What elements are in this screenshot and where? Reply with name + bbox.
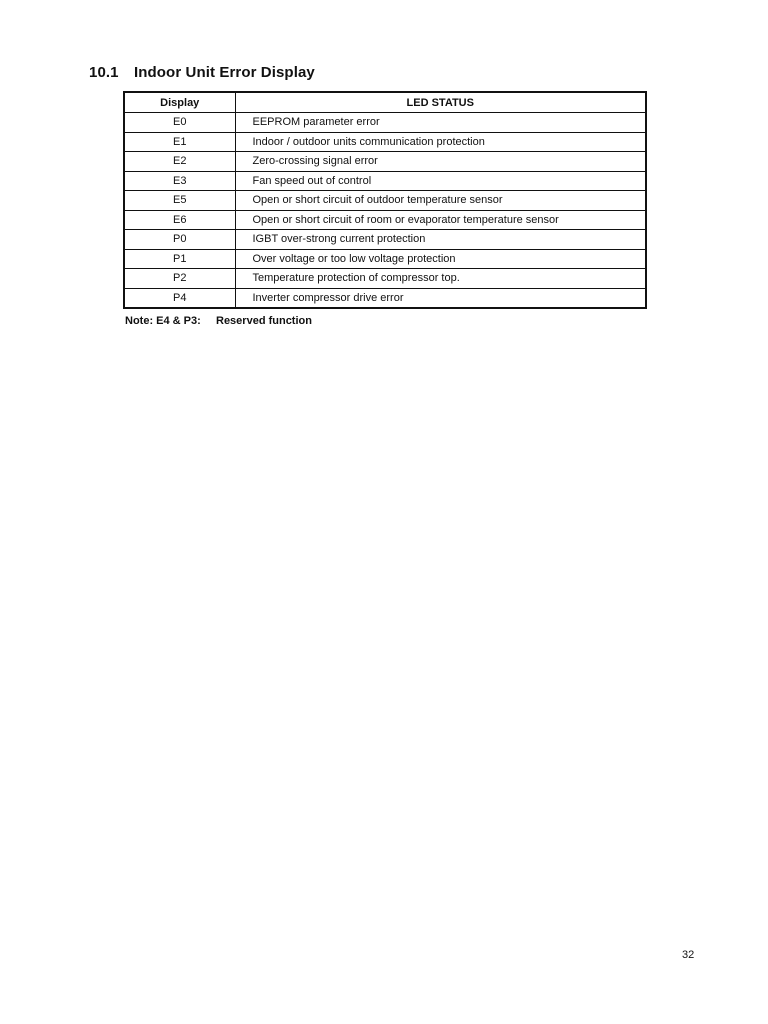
note-label: Note: E4 & P3: xyxy=(125,315,201,327)
header-display: Display xyxy=(124,92,235,113)
note-text: Reserved function xyxy=(216,315,312,327)
table-row xyxy=(124,230,646,250)
page-number: 32 xyxy=(682,949,695,961)
error-code: P0 xyxy=(124,230,235,250)
error-code: E5 xyxy=(124,191,235,211)
error-description: Open or short circuit of room or evaporator temperature sensor xyxy=(235,210,646,230)
error-description: Temperature protection of compressor top. xyxy=(235,269,646,289)
error-code: E2 xyxy=(124,152,235,172)
error-description: Zero-crossing signal error xyxy=(235,152,646,172)
table-row xyxy=(124,210,646,230)
error-code: E1 xyxy=(124,132,235,152)
error-code: E6 xyxy=(124,210,235,230)
table-row xyxy=(124,152,646,172)
error-code: E3 xyxy=(124,171,235,191)
error-code: E0 xyxy=(124,113,235,133)
error-code: P2 xyxy=(124,269,235,289)
header-led-status: LED STATUS xyxy=(235,92,646,113)
error-code: P1 xyxy=(124,249,235,269)
section-heading xyxy=(89,64,315,81)
table-row xyxy=(124,191,646,211)
error-code: P4 xyxy=(124,288,235,308)
table-row xyxy=(124,171,646,191)
error-description: Indoor / outdoor units communication protection xyxy=(235,132,646,152)
table-row xyxy=(124,269,646,289)
table-row xyxy=(124,249,646,269)
error-description: IGBT over-strong current protection xyxy=(235,230,646,250)
error-description: Fan speed out of control xyxy=(235,171,646,191)
table-note xyxy=(125,315,312,327)
table-row xyxy=(124,113,646,133)
table-row xyxy=(124,288,646,308)
error-description: Inverter compressor drive error xyxy=(235,288,646,308)
table-header-row xyxy=(124,92,646,113)
section-number: 10.1 xyxy=(89,64,119,81)
section-title: Indoor Unit Error Display xyxy=(134,64,315,81)
error-description: EEPROM parameter error xyxy=(235,113,646,133)
error-display-table xyxy=(123,91,647,309)
error-description: Over voltage or too low voltage protection xyxy=(235,249,646,269)
error-description: Open or short circuit of outdoor temperature sensor xyxy=(235,191,646,211)
table-row xyxy=(124,132,646,152)
